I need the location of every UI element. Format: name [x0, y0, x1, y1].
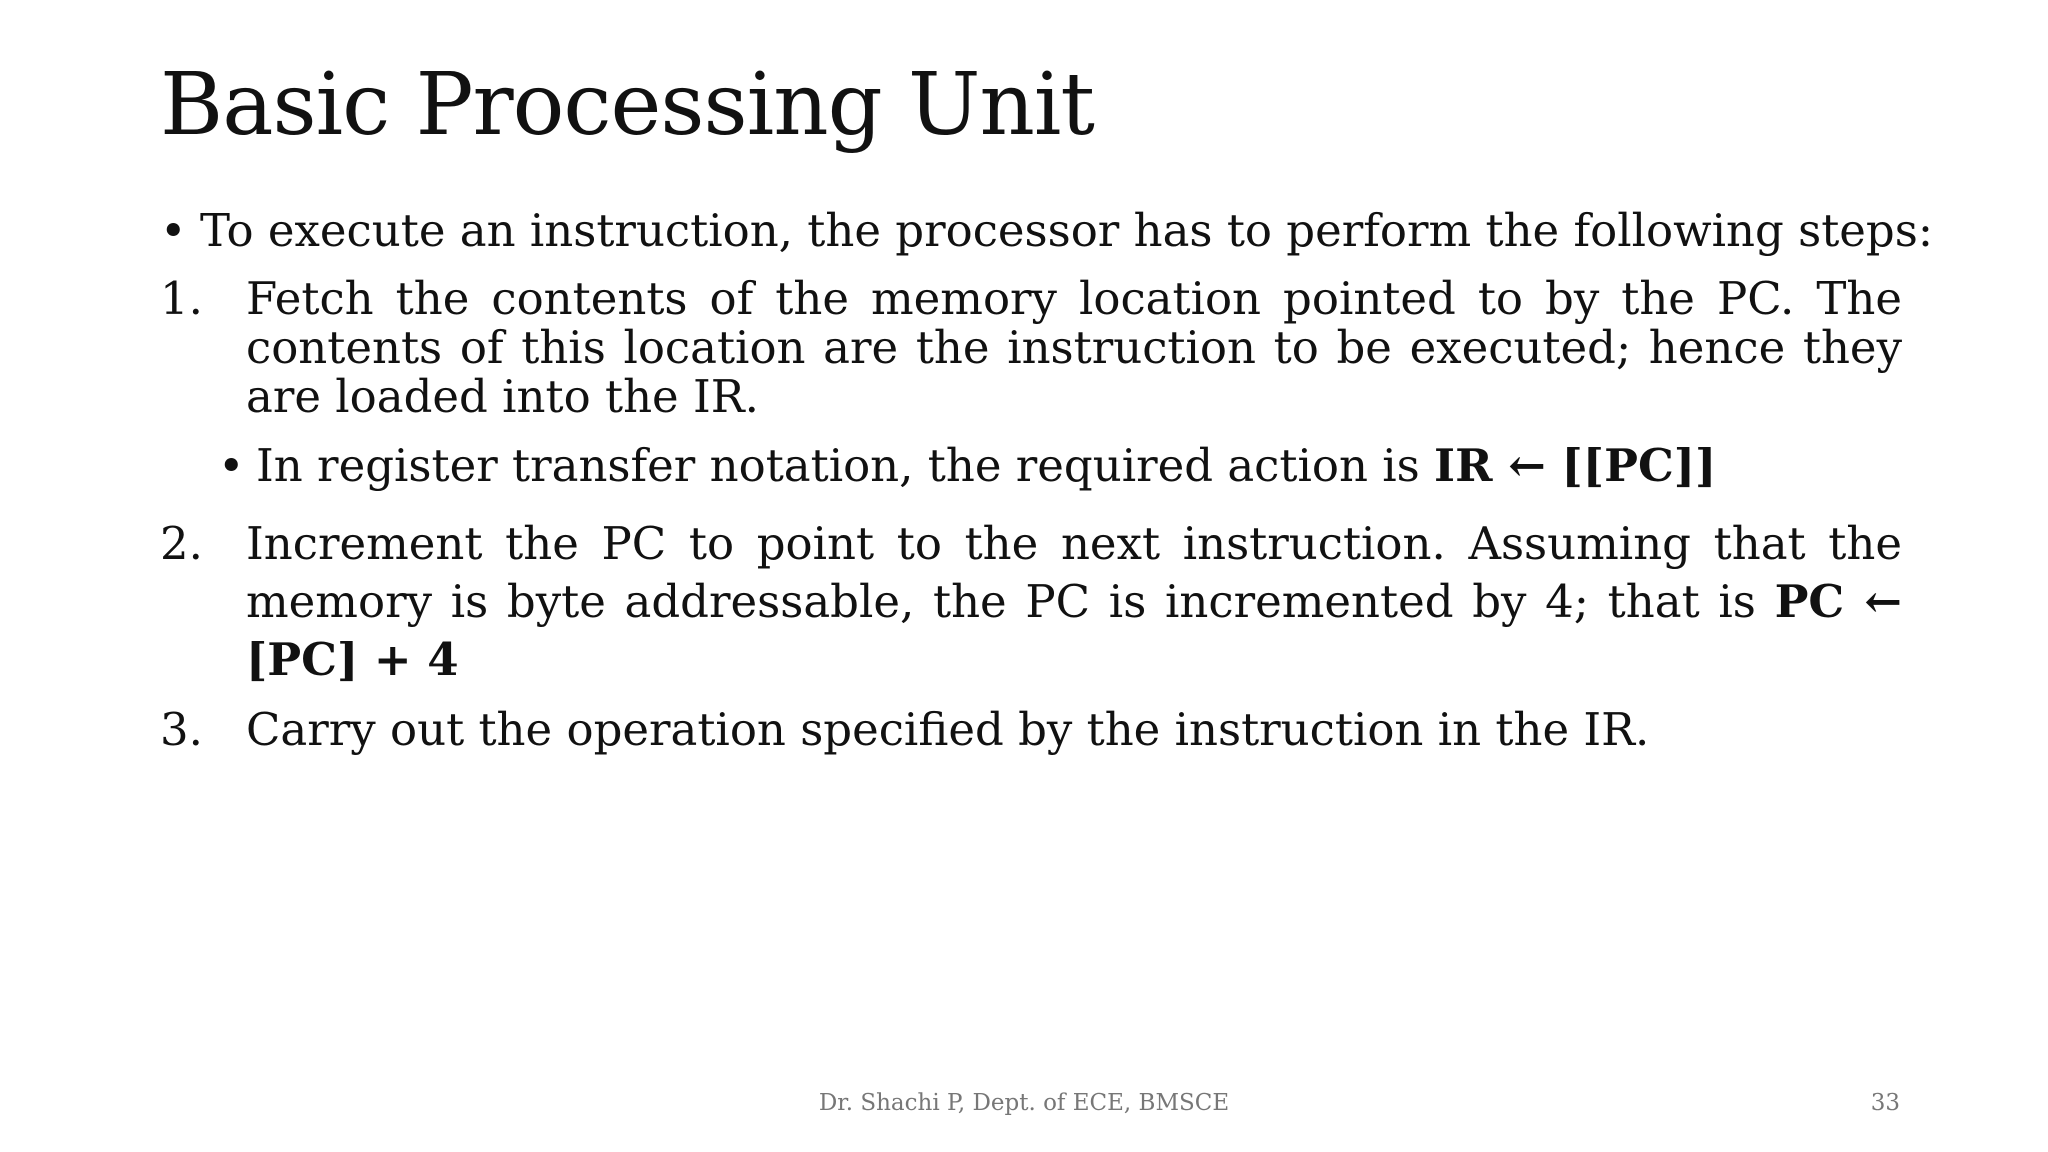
step-text: Fetch the contents of the memory location pointed to by the PC. The contents of this location are the instruction to be executed; hence they are loaded into the IR.: [246, 272, 1902, 423]
slide-content: [160, 200, 1933, 759]
step-text: Increment the PC to point to the next instruction. Assuming that the memory is byte addressable, the PC is incremented by 4; that is: [246, 517, 1902, 628]
sub-bullet-text: In register transfer notation, the required action is: [256, 439, 1435, 492]
bullet-icon: •: [218, 439, 245, 492]
slide-footer: Dr. Shachi P, Dept. of ECE, BMSCE: [818, 1090, 1230, 1116]
slide-title: Basic Processing Unit: [160, 55, 1094, 155]
intro-text: To execute an instruction, the processor has to perform the following steps:: [200, 204, 1933, 257]
step-number: 3.: [160, 703, 203, 756]
register-transfer-bullet: [218, 435, 1902, 497]
step-text: Carry out the operation specified by the instruction in the IR.: [246, 703, 1650, 756]
intro-bullet: [160, 200, 1933, 262]
step-2: [160, 515, 1902, 689]
step-number: 1.: [160, 272, 203, 325]
pc-notation: PC ← [PC] + 4: [246, 575, 1902, 686]
bullet-icon: •: [160, 204, 187, 257]
step-1: [160, 274, 1902, 421]
step-3: [160, 701, 1902, 759]
page-number: 33: [1870, 1090, 1900, 1116]
ir-notation: IR ← [[PC]]: [1434, 439, 1717, 492]
step-number: 2.: [160, 517, 203, 570]
